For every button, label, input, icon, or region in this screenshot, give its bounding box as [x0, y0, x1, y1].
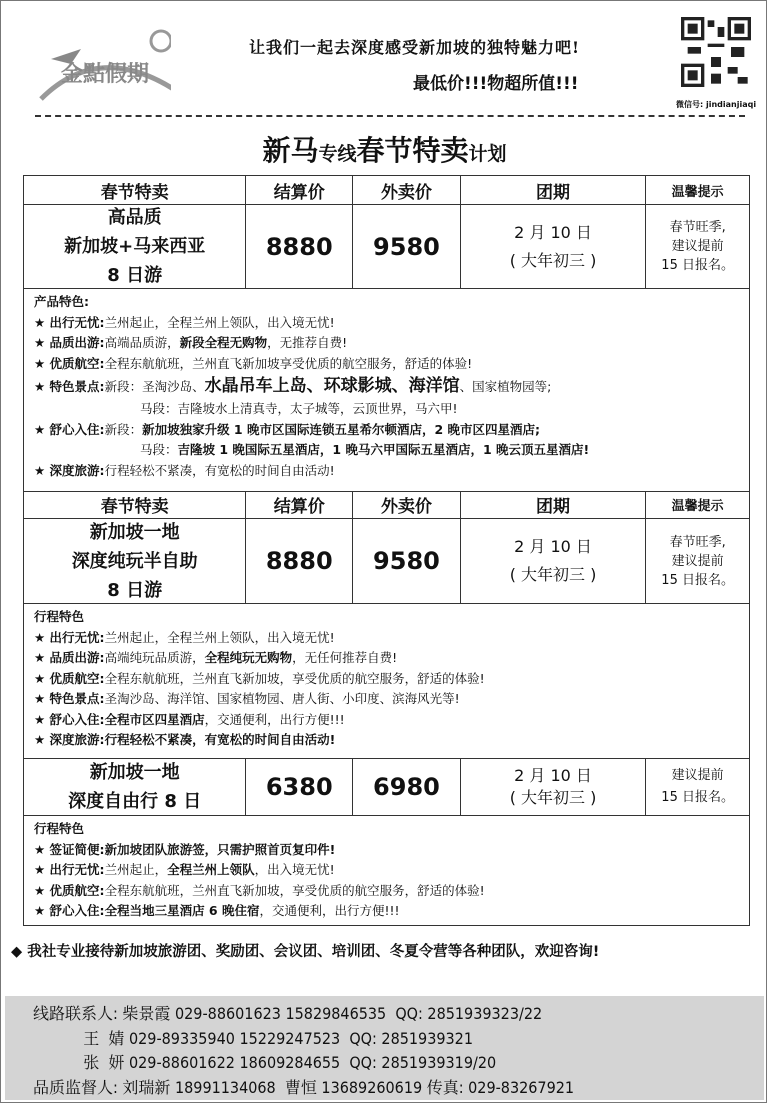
table-row: [24, 758, 749, 816]
feature-item: [34, 901, 749, 922]
feature-text: 全程东航航班，兰州直飞新加坡，享受优质的航空服务，舒适的体验!: [104, 882, 485, 898]
contact-row: 品质监督人: 刘瑞新 18991134068 曹恒 13689260619 传真: 029-83267921: [33, 1077, 575, 1097]
feature-label: ★ 出行无忧:: [34, 629, 105, 645]
date-line: ( 大年初三 ): [509, 787, 597, 807]
feature-label: ★ 优质航空:: [34, 355, 105, 371]
feature-text: 全程纯玩无购物: [204, 650, 293, 665]
feature-text: 马段：吉隆坡水上清真寺，太子城等，云顶世界，马六甲!: [140, 401, 458, 416]
title-part: 专线: [318, 143, 357, 165]
contact-box: [5, 996, 764, 1100]
feature-label: ★ 舒心入住:: [34, 903, 105, 918]
feature-item: [34, 628, 749, 649]
departure-date: [461, 205, 646, 288]
company-logo: [31, 19, 171, 109]
tip-line: 建议提前: [671, 239, 724, 254]
name-line: 8 日游: [107, 579, 163, 601]
service-notice: ◆ 我社专业接待新加坡旅游团、奖励团、会议团、培训团、冬夏令营等各种团队，欢迎咨询!: [11, 944, 600, 960]
product-table-2: [23, 491, 750, 759]
name-line: 8 日游: [107, 265, 163, 286]
features-title: 行程特色: [34, 609, 85, 624]
feature-text: ，出入境无忧!: [254, 862, 335, 877]
feature-text: 新加坡团队旅游签，只需护照首页复印件!: [104, 841, 336, 857]
table-header: [24, 491, 749, 519]
tip-line: 建议提前: [671, 767, 724, 783]
feature-label: ★ 舒心入住:: [34, 421, 105, 437]
date-line: 2 月 10 日: [514, 222, 592, 242]
col-header: 春节特卖: [24, 176, 246, 204]
name-line: 深度纯玩半自助: [71, 550, 198, 572]
feature-text: 新段：: [104, 421, 143, 437]
feature-label: ★ 品质出游:: [34, 335, 105, 350]
departure-date: [461, 519, 646, 603]
feature-text: 全程东航航班，兰州直飞新加坡享受优质的航空服务，舒适的体验!: [104, 355, 473, 371]
feature-text: 新加坡独家升级 1 晚市区国际连锁五星希尔顿酒店，2 晚市区四星酒店;: [142, 421, 541, 437]
features: [24, 816, 749, 926]
feature-item: [34, 881, 749, 902]
feature-label: ★ 出行无忧:: [34, 314, 105, 330]
divider: [35, 115, 745, 117]
feature-text: ，交通便利，出行方便!!!: [204, 711, 345, 727]
title-part: 春节特卖: [356, 134, 469, 167]
settle-price: 8880: [246, 519, 353, 603]
feature-label: ★ 深度旅游:: [34, 732, 105, 747]
qr-code-icon: [681, 16, 751, 88]
tip: [646, 758, 749, 815]
title-part: 计划: [468, 143, 507, 165]
feature-label: ★ 优质航空:: [34, 670, 105, 686]
settle-price: 6380: [246, 758, 353, 815]
contact-row: 张 妍 029-88601622 18609284655 QQ: 2851939319/20: [33, 1053, 497, 1072]
feature-label: ★ 特色景点:: [34, 379, 105, 394]
slogan: 让我们一起去深度感受新加坡的独特魅力吧!: [249, 38, 581, 57]
tip-line: 15 日报名。: [661, 789, 734, 805]
feature-text: ，无任何推荐自费!: [292, 650, 398, 665]
feature-text: 高端品质游，: [104, 335, 180, 350]
col-header: 结算价: [246, 491, 353, 518]
settle-price: 8880: [246, 205, 353, 288]
retail-price: 9580: [353, 519, 461, 603]
feature-text: 水晶吊车上岛、环球影城、海洋馆: [204, 376, 460, 396]
feature-item: [34, 840, 749, 861]
contact-row: 线路联系人: 柴景霞 029-88601623 15829846535 QQ: 2851939323/22: [33, 1004, 543, 1023]
feature-item: [34, 440, 749, 461]
name-line: 新加坡一地: [89, 521, 180, 543]
feature-text: 新段全程无购物: [179, 335, 268, 350]
feature-text: 行程轻松不紧凑，有宽松的时间自由活动!: [104, 462, 335, 478]
feature-text: 兰州起止，: [104, 862, 168, 877]
tip: [646, 205, 749, 288]
feature-item: [34, 710, 749, 731]
name-line: 新加坡+马来西亚: [64, 236, 206, 257]
tip-line: 建议提前: [671, 553, 724, 569]
feature-label: ★ 签证简便:: [34, 841, 105, 857]
tip-line: 15 日报名。: [661, 258, 734, 273]
feature-label: ★ 出行无忧:: [34, 862, 105, 877]
feature-text: 行程轻松不紧凑，有宽松的时间自由活动!: [104, 732, 336, 747]
tip-line: 春节旺季,: [669, 534, 726, 550]
feature-text: 、国家植物园等;: [459, 379, 552, 394]
table-row: [24, 205, 749, 289]
feature-text: ，交通便利，出行方便!!!: [259, 903, 400, 918]
col-header: 团期: [461, 176, 646, 204]
col-header: 温馨提示: [671, 184, 724, 200]
feature-item: [34, 648, 749, 669]
feature-text: 新段：圣淘沙岛、: [104, 379, 205, 394]
feature-item: [34, 374, 749, 399]
feature-item: [34, 313, 749, 334]
retail-price: 6980: [353, 758, 461, 815]
contact-row: 王 婧 029-89335940 15229247523 QQ: 2851939321: [33, 1028, 473, 1048]
product-table-1: [23, 175, 750, 492]
svg-text:金點假期: 金點假期: [61, 61, 150, 87]
feature-text: 吉隆坡 1 晚国际五星酒店，1 晚马六甲国际五星酒店，1 晚云顶五星酒店!: [177, 442, 590, 457]
wechat-id: 微信号: jindianjiaqi: [676, 100, 757, 109]
col-header: 结算价: [246, 176, 353, 204]
product-table-3: [23, 758, 750, 926]
features: [24, 604, 749, 759]
feature-text: 全程东航航班，兰州直飞新加坡，享受优质的航空服务，舒适的体验!: [104, 670, 485, 686]
feature-label: ★ 优质航空:: [34, 882, 105, 898]
feature-item: [34, 860, 749, 881]
features: [24, 289, 749, 492]
feature-text: 兰州起止，全程兰州上领队，出入境无忧!: [104, 629, 335, 645]
table-header: [24, 176, 749, 205]
feature-text: ，无推荐自费!: [267, 335, 348, 350]
table-row: [24, 519, 749, 604]
col-header: 外卖价: [353, 176, 461, 204]
feature-item: [34, 420, 749, 441]
feature-label: ★ 特色景点:: [34, 691, 105, 706]
feature-item: [34, 669, 749, 690]
tip: [646, 519, 749, 603]
feature-item: [34, 461, 749, 482]
feature-label: ★ 舒心入住:: [34, 711, 105, 727]
date-line: ( 大年初三 ): [509, 250, 597, 270]
name-line: 深度自由行 8 日: [68, 790, 202, 812]
title-part: 新马: [262, 134, 319, 167]
col-header: 温馨提示: [671, 499, 724, 514]
name-line: 高品质: [107, 207, 162, 228]
feature-text: 马段：: [140, 442, 178, 457]
date-line: ( 大年初三 ): [509, 565, 597, 584]
feature-text: 全程兰州上领队: [167, 862, 255, 877]
product-name: [24, 519, 246, 603]
page-title: [1, 129, 767, 169]
departure-date: [461, 758, 646, 815]
slogan-price: 最低价!!!物超所值!!!: [413, 74, 579, 94]
tip-line: 春节旺季,: [669, 220, 726, 235]
feature-text: 全程当地三星酒店 6 晚住宿: [104, 903, 260, 918]
retail-price: 9580: [353, 205, 461, 288]
feature-text: 高端纯玩品质游，: [104, 650, 205, 665]
feature-text: 全程市区四星酒店: [104, 711, 205, 727]
product-name: [24, 758, 246, 815]
features-title: 产品特色:: [34, 294, 89, 309]
col-header: 团期: [461, 491, 646, 518]
col-header: 春节特卖: [24, 491, 246, 518]
feature-item: [34, 333, 749, 354]
feature-item: [34, 730, 749, 751]
col-header: 外卖价: [353, 491, 461, 518]
feature-text: 圣淘沙岛、海洋馆、国家植物园、唐人街、小印度、滨海风光等!: [104, 691, 460, 706]
feature-label: ★ 品质出游:: [34, 650, 105, 665]
date-line: 2 月 10 日: [514, 765, 592, 785]
features-title: 行程特色: [34, 821, 85, 836]
feature-text: 兰州起止，全程兰州上领队，出入境无忧!: [104, 314, 335, 330]
name-line: 新加坡一地: [89, 761, 180, 783]
product-name: [24, 205, 246, 288]
feature-item: [34, 354, 749, 375]
tip-line: 15 日报名。: [661, 572, 734, 588]
feature-item: [34, 689, 749, 710]
feature-label: ★ 深度旅游:: [34, 462, 105, 478]
date-line: 2 月 10 日: [514, 537, 592, 556]
